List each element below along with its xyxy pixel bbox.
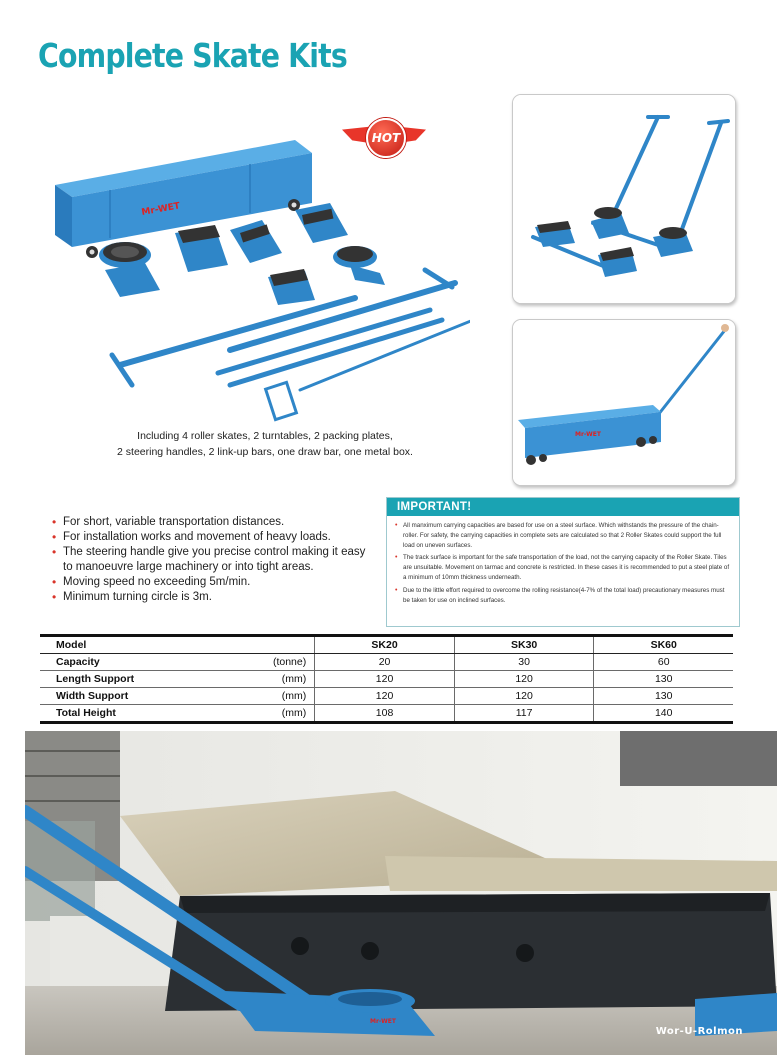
header-unit <box>212 636 314 654</box>
header-model-name: SK30 <box>454 636 594 654</box>
row-value: 60 <box>594 654 733 671</box>
feature-item: • The steering handle give you precise control making it easy to manoeuvre large machinery or into tight areas. <box>52 545 366 573</box>
table-row <box>40 705 733 723</box>
row-value: 117 <box>454 705 594 723</box>
skate-brand: Mr-WET <box>370 1018 396 1025</box>
row-value: 120 <box>315 671 455 688</box>
feature-item: • For short, variable transportation distances. <box>52 515 285 529</box>
table-row <box>40 671 733 688</box>
row-unit: (tonne) <box>212 654 314 671</box>
row-label: Width Support <box>40 688 212 705</box>
metal-box-photo <box>512 319 736 486</box>
table-row <box>40 654 733 671</box>
header-model-name: SK20 <box>315 636 455 654</box>
row-value: 140 <box>594 705 733 723</box>
feature-item: • Moving speed no exceeding 5m/min. <box>52 575 251 589</box>
row-unit: (mm) <box>212 688 314 705</box>
skate-kit-illustration <box>50 135 470 425</box>
kit-caption-line: 2 steering handles, 2 link-up bars, one draw bar, one metal box. <box>117 446 413 458</box>
kit-assembled-photo <box>512 94 736 304</box>
hot-badge-label: HOT <box>366 118 406 158</box>
box-brand: Mr-WET <box>575 431 601 438</box>
table-row <box>40 688 733 705</box>
important-notice <box>386 497 740 627</box>
row-value: 120 <box>454 671 594 688</box>
feature-item: • Minimum turning circle is 3m. <box>52 590 212 604</box>
important-item: • Due to the little effort required to overcome the rolling resistance(4-7% of the total load) precautionary measures must be taken for use on inclined surfaces. <box>395 586 725 604</box>
header-model-name: SK60 <box>594 636 733 654</box>
row-value: 130 <box>594 671 733 688</box>
photo-watermark: Wor-U-Rolmon <box>655 1026 743 1037</box>
turntable-right <box>333 246 385 285</box>
site-photo <box>25 731 777 1055</box>
important-heading: IMPORTANT! <box>387 498 739 516</box>
row-label: Total Height <box>40 705 212 723</box>
row-value: 108 <box>315 705 455 723</box>
feature-list <box>52 515 372 605</box>
row-value: 120 <box>315 688 455 705</box>
row-label: Length Support <box>40 671 212 688</box>
page-title: Complete Skate Kits <box>38 36 347 75</box>
row-value: 130 <box>594 688 733 705</box>
header-model: Model <box>40 636 212 654</box>
important-item: • All manximum carrying capacities are based for use on a steel surface. Which withstands the pressure of the chain-roller. For safety, the carrying capacities in complete sets are calculated so that 2 Roller Skates could support the full load on uneven surfaces. <box>395 522 722 549</box>
turntable-left <box>99 242 160 297</box>
kit-caption <box>100 428 430 460</box>
kit-caption-line: Including 4 roller skates, 2 turntables, 2 packing plates, <box>137 430 393 442</box>
feature-item: • For installation works and movement of heavy loads. <box>52 530 331 544</box>
row-label: Capacity <box>40 654 212 671</box>
row-unit: (mm) <box>212 705 314 723</box>
box-brand: Mr-WET <box>140 201 181 218</box>
row-value: 20 <box>315 654 455 671</box>
row-value: 30 <box>454 654 594 671</box>
spec-table <box>40 634 733 724</box>
important-item: • The track surface is important for the safe transportation of the load, not the carrying capacity of the Roller Skate. Tiles are unsuitable. Movement on tarmac and concrete is restricted. In these cases it is recommended to put a steel plate of a minimum of 10mm thickness underneath. <box>395 554 730 581</box>
row-value: 120 <box>454 688 594 705</box>
table-header-row <box>40 636 733 654</box>
row-unit: (mm) <box>212 671 314 688</box>
